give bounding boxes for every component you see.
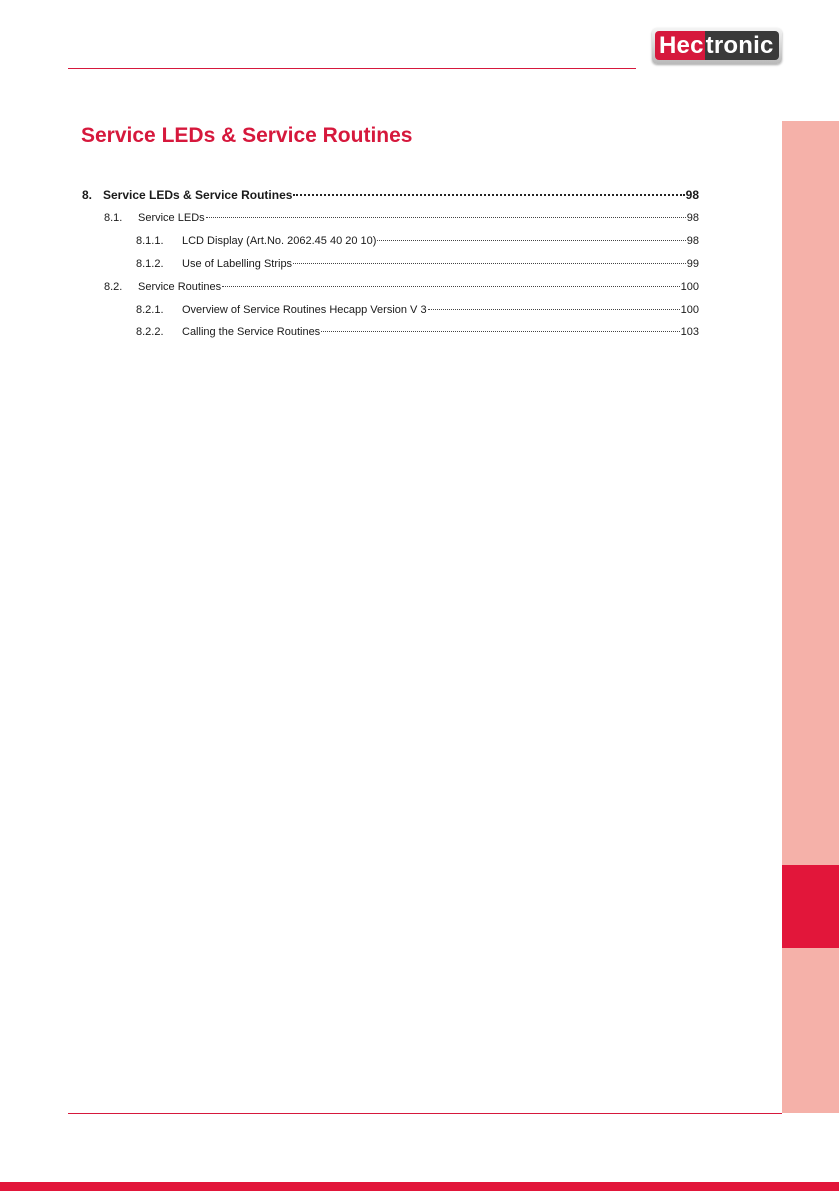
toc-entry-number: 8.: [82, 188, 93, 202]
toc-entry-title: Service Routines: [138, 281, 222, 293]
toc-entry-title: LCD Display (Art.No. 2062.45 40 20 10): [182, 235, 377, 247]
toc-entry-8-1[interactable]: [104, 208, 699, 228]
hectronic-logo: [652, 28, 782, 64]
leader-dots: [293, 194, 684, 196]
header-rule: [68, 68, 636, 69]
toc-entry-title: Overview of Service Routines Hecapp Version V 3: [182, 304, 427, 316]
page-title: Service LEDs & Service Routines: [81, 124, 413, 147]
toc-entry-title: Calling the Service Routines: [182, 326, 321, 338]
leader-dots: [222, 286, 679, 287]
toc-entry-number: 8.2.: [104, 281, 123, 293]
toc-entry-number: 8.1.: [104, 212, 123, 224]
toc-entry-page: 98: [685, 188, 699, 202]
toc-entry-page: 99: [686, 258, 699, 270]
toc-entry-title: Use of Labelling Strips: [182, 258, 293, 270]
toc-entry-8-1-1[interactable]: [136, 231, 699, 251]
logo-text-red: Hec: [655, 31, 705, 60]
toc-entry-8-2-1[interactable]: [136, 300, 699, 320]
toc-entry-number: 8.1.1.: [136, 235, 164, 247]
toc-entry-page: 103: [680, 326, 699, 338]
footer-rule: [68, 1113, 782, 1114]
toc-entry-8-2-2[interactable]: [136, 322, 699, 342]
logo-text-dark: tronic: [705, 31, 779, 60]
leader-dots: [293, 263, 686, 264]
toc-entry-title: Service LEDs: [138, 212, 205, 224]
leader-dots: [321, 331, 679, 332]
side-tab-upper: [782, 121, 839, 865]
leader-dots: [206, 217, 686, 218]
toc-entry-title: Service LEDs & Service Routines: [103, 188, 293, 202]
toc-entry-8-2[interactable]: [104, 277, 699, 297]
toc-entry-number: 8.2.2.: [136, 326, 164, 338]
side-tab-active-chapter[interactable]: [782, 865, 839, 948]
side-tab-lower: [782, 948, 839, 1113]
toc-entry-8-1-2[interactable]: [136, 254, 699, 274]
toc-entry-number: 8.2.1.: [136, 304, 164, 316]
toc-entry-chapter-8[interactable]: [82, 185, 699, 205]
leader-dots: [377, 240, 685, 241]
toc-entry-page: 100: [680, 281, 699, 293]
toc-entry-number: 8.1.2.: [136, 258, 164, 270]
toc-entry-page: 98: [686, 212, 699, 224]
bottom-brand-bar: [0, 1182, 839, 1191]
toc-entry-page: 100: [680, 304, 699, 316]
toc-entry-page: 98: [686, 235, 699, 247]
leader-dots: [428, 309, 680, 310]
